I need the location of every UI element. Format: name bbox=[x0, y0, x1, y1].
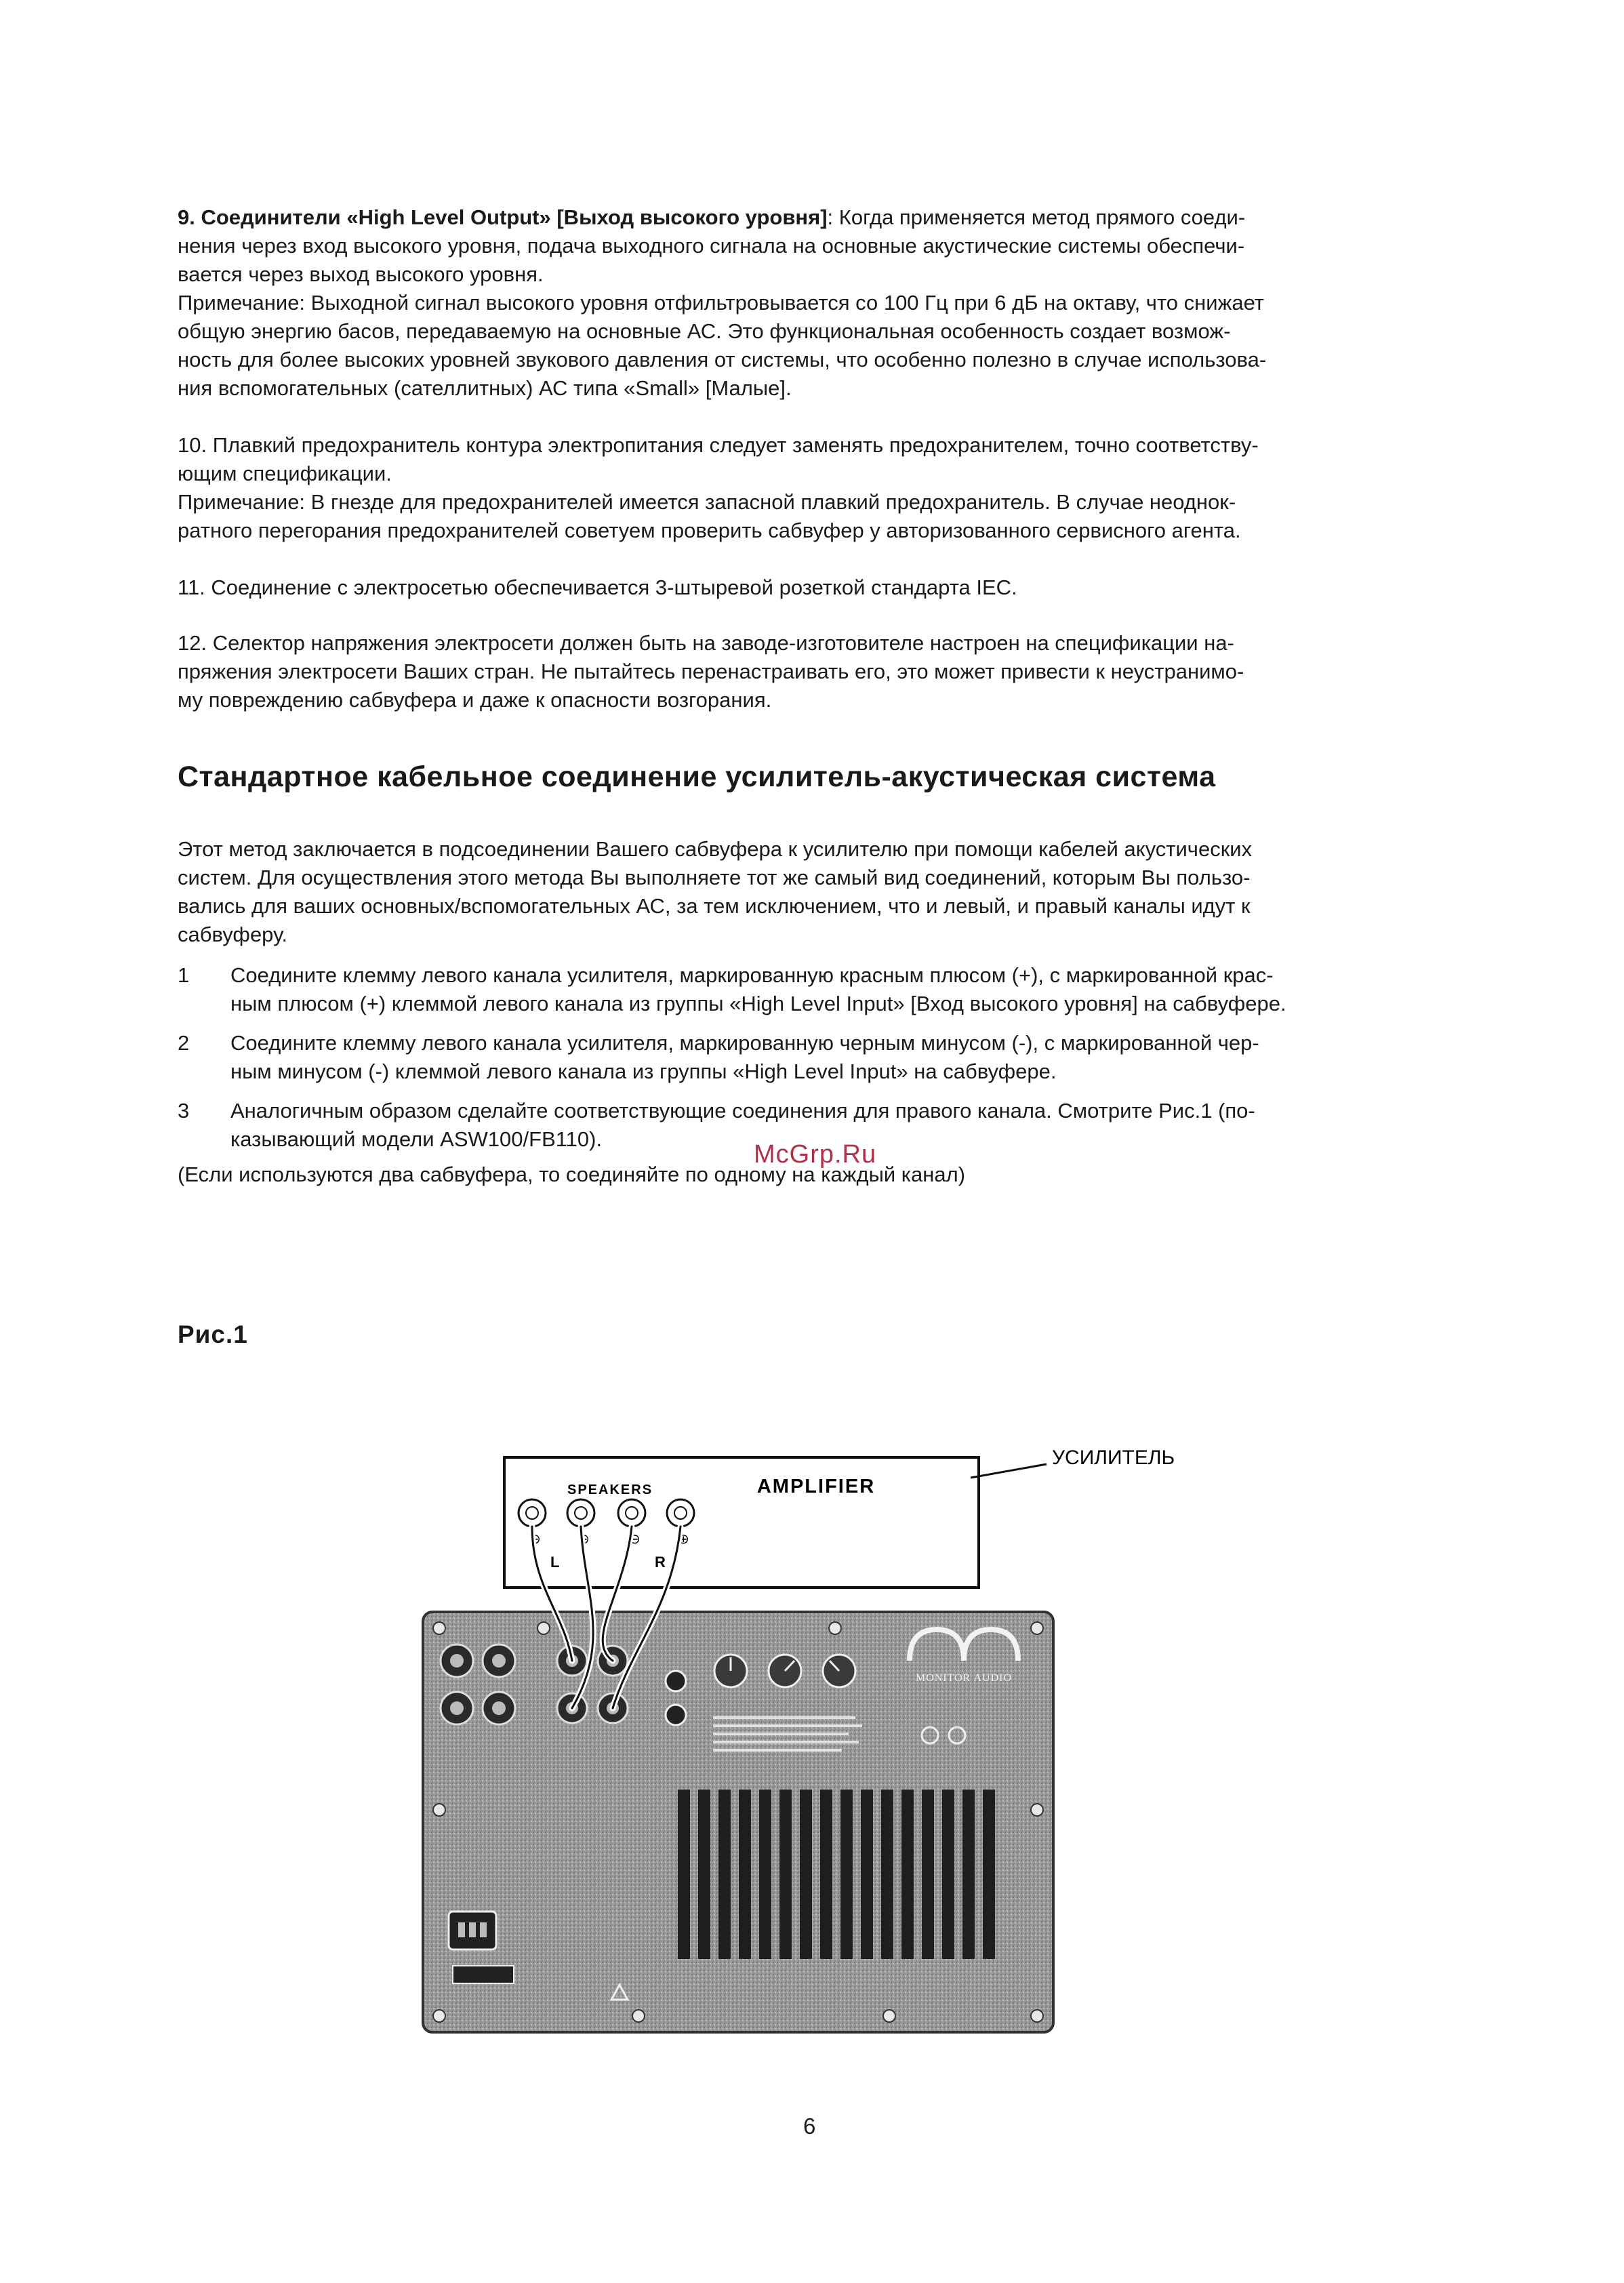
step-line: казывающий модели ASW100/FB110). bbox=[230, 1127, 603, 1151]
svg-text:⊖: ⊖ bbox=[629, 1531, 641, 1547]
step-line: ным плюсом (+) клеммой левого канала из группы «High Level Input» [Вход высокого уровня] на сабвуфере. bbox=[230, 992, 1286, 1015]
channel-left-label: L bbox=[550, 1554, 560, 1571]
item-9 bbox=[178, 203, 1438, 403]
fuse-holder bbox=[453, 1966, 514, 1983]
item-9-first-line bbox=[178, 203, 1438, 232]
item-9-line: : Когда применяется метод прямого соеди- bbox=[827, 205, 1246, 229]
svg-text:⊖: ⊖ bbox=[529, 1531, 541, 1547]
amplifier-label: AMPLIFIER bbox=[756, 1476, 876, 1497]
step-number: 3 bbox=[178, 1099, 190, 1123]
figure-diagram bbox=[415, 1437, 1255, 2040]
step-number: 2 bbox=[178, 1031, 190, 1055]
step-text bbox=[230, 961, 1438, 1018]
wiring-diagram bbox=[415, 1437, 1255, 2040]
intro-line: систем. Для осуществления этого метода Вы выполняете тот же самый вид соединений, которым Вы пользо- bbox=[178, 866, 1251, 889]
item-9-line: нения через вход высокого уровня, подача выходного сигнала на основные акустические системы обеспечи- bbox=[178, 234, 1245, 258]
intro-line: сабвуферу. bbox=[178, 923, 288, 946]
callout-label: УСИЛИТЕЛЬ bbox=[1052, 1447, 1175, 1469]
svg-text:⊕: ⊕ bbox=[578, 1531, 590, 1547]
item-10 bbox=[178, 431, 1438, 545]
item-9-note-line: ность для более высоких уровней звукового давления от системы, что особенно полезно в случае использова- bbox=[178, 348, 1267, 371]
intro-line: Этот метод заключается в подсоединении Вашего сабвуфера к усилителю при помощи кабелей акустических bbox=[178, 837, 1253, 861]
item-11-line: 11. Соединение с электросетью обеспечивается 3-штыревой розеткой стандарта IEC. bbox=[178, 575, 1017, 599]
item-9-note-line: общую энергию басов, передаваемую на основные АС. Это функциональная особенность создает возмож- bbox=[178, 319, 1231, 343]
item-12-line: пряжения электросети Ваших стран. Не пытайтесь перенастраивать его, это может привести к неустранимо- bbox=[178, 660, 1244, 683]
watermark: McGrp.Ru bbox=[754, 1140, 877, 1169]
item-12-line: му повреждению сабвуфера и даже к опасности возгорания. bbox=[178, 688, 772, 712]
step-item bbox=[178, 961, 1438, 1018]
power-inlet-icon bbox=[449, 1912, 496, 1949]
page-number: 6 bbox=[803, 2114, 816, 2139]
item-10-line: ратного перегорания предохранителей советуем проверить сабвуфер у авторизованного сервисного агента. bbox=[178, 519, 1241, 542]
step-text bbox=[230, 1029, 1438, 1086]
channel-right-label: R bbox=[655, 1554, 666, 1571]
section-intro bbox=[178, 835, 1438, 949]
item-12-line: 12. Селектор напряжения электросети должен быть на заводе-изготовителе настроен на спецификации на- bbox=[178, 631, 1234, 655]
intro-line: вались для ваших основных/вспомогательных АС, за тем исключением, что и левый, и правый каналы идут к bbox=[178, 894, 1251, 918]
footnote-text: (Если используются два сабвуфера, то соединяйте по одному на каждый канал) bbox=[178, 1163, 966, 1186]
callout-line bbox=[971, 1464, 1047, 1478]
svg-text:⊕: ⊕ bbox=[678, 1531, 689, 1547]
section-title: Стандартное кабельное соединение усилитель-акустическая система bbox=[178, 761, 1216, 793]
item-11 bbox=[178, 573, 1438, 602]
step-number: 1 bbox=[178, 963, 190, 987]
step-item bbox=[178, 1029, 1438, 1086]
item-12 bbox=[178, 629, 1438, 714]
item-9-note-line: Примечание: Выходной сигнал высокого уровня отфильтровывается со 100 Гц при 6 дБ на октаву, что снижает bbox=[178, 291, 1264, 315]
step-line: Аналогичным образом сделайте соответствующие соединения для правого канала. Смотрите Рис.1 (по- bbox=[230, 1099, 1255, 1123]
speakers-label: SPEAKERS bbox=[567, 1482, 653, 1497]
item-9-note-line: ния вспомогательных (сателлитных) АС типа «Small» [Малые]. bbox=[178, 376, 792, 400]
item-10-line: ющим спецификации. bbox=[178, 462, 392, 485]
step-line: Соедините клемму левого канала усилителя, маркированную черным минусом (-), с маркированной чер- bbox=[230, 1031, 1259, 1055]
step-line: ным минусом (-) клеммой левого канала из группы «High Level Input» на сабвуфере. bbox=[230, 1059, 1057, 1083]
item-9-line: вается через выход высокого уровня. bbox=[178, 262, 544, 286]
item-10-line: 10. Плавкий предохранитель контура электропитания следует заменять предохранителем, точно соответству- bbox=[178, 433, 1259, 457]
control-knobs bbox=[714, 1655, 855, 1687]
brand-text: MONITOR AUDIO bbox=[915, 1672, 1013, 1684]
figure-label: Рис.1 bbox=[178, 1320, 248, 1348]
item-10-line: Примечание: В гнезде для предохранителей имеется запасной плавкий предохранитель. В случае неоднок- bbox=[178, 490, 1236, 514]
steps-list bbox=[178, 961, 1438, 1165]
item-9-heading: 9. Соединители «High Level Output» [Выход высокого уровня] bbox=[178, 205, 828, 229]
step-line: Соедините клемму левого канала усилителя, маркированную красным плюсом (+), с маркированной крас- bbox=[230, 963, 1274, 987]
